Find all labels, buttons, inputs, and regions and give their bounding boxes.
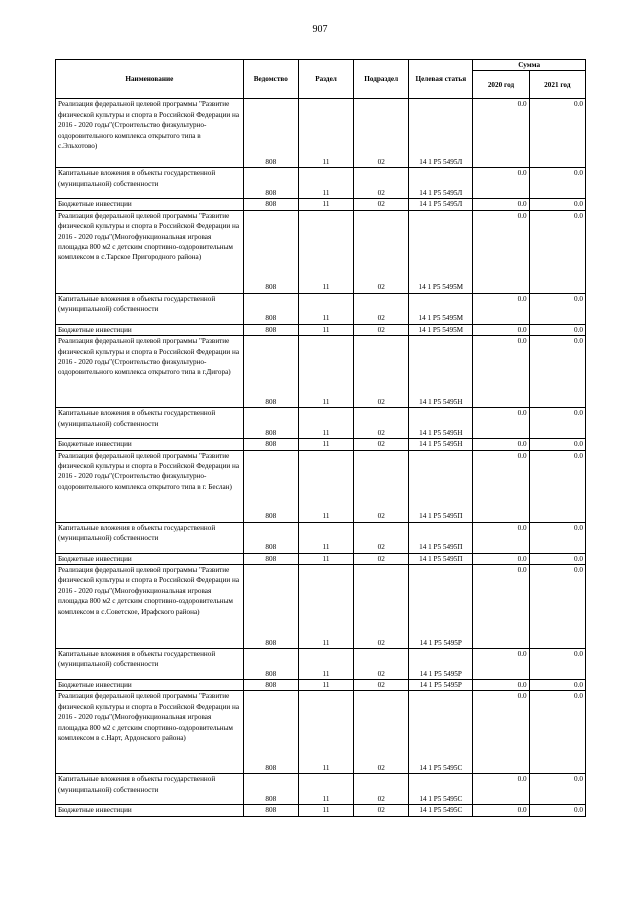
table-row: [56, 199, 586, 210]
table-row: [56, 336, 586, 408]
budget-table: [55, 59, 586, 817]
row-department: 808: [243, 680, 298, 691]
row-2020: 0.0: [473, 553, 529, 564]
row-department: 808: [243, 293, 298, 324]
row-2021: 0.0: [529, 774, 585, 805]
header-target: Целевая статья: [409, 60, 473, 99]
row-2021: 0.0: [529, 691, 585, 774]
table-row: [56, 450, 586, 522]
row-2020: 0.0: [473, 691, 529, 774]
row-name: Бюджетные инвестиции: [56, 805, 244, 816]
row-department: 808: [243, 168, 298, 199]
row-target: 14 1 P5 5495П: [409, 450, 473, 522]
row-2021: 0.0: [529, 168, 585, 199]
row-department: 808: [243, 408, 298, 439]
row-2020: 0.0: [473, 774, 529, 805]
row-name: Капитальные вложения в объекты государственной (муниципальной) собственности: [56, 522, 244, 553]
row-department: 808: [243, 336, 298, 408]
row-target: 14 1 P5 5495М: [409, 293, 473, 324]
header-subsection: Подраздел: [354, 60, 409, 99]
row-target: 14 1 P5 5495С: [409, 774, 473, 805]
row-section: 11: [298, 439, 353, 450]
row-target: 14 1 P5 5495М: [409, 324, 473, 335]
row-section: 11: [298, 649, 353, 680]
row-target: 14 1 P5 5495С: [409, 691, 473, 774]
row-name: Бюджетные инвестиции: [56, 439, 244, 450]
row-subsection: 02: [354, 324, 409, 335]
row-department: 808: [243, 565, 298, 649]
row-2021: 0.0: [529, 99, 585, 168]
row-2020: 0.0: [473, 336, 529, 408]
row-target: 14 1 P5 5495Р: [409, 565, 473, 649]
row-name: Реализация федеральной целевой программы "Развитие физической культуры и спорта в Российской Федерации на 2016 - 2020 годы"(Строительство физкультурно-оздоровительного комплекса открытого типа в г. Беслан): [56, 450, 244, 522]
row-name: Реализация федеральной целевой программы "Развитие физической культуры и спорта в Российской Федерации на 2016 - 2020 годы"(Многофункциональная игровая площадка 800 м2 с детским спортивно-оздоровительным комплексом в с.Нарт, Ардонского района): [56, 691, 244, 774]
row-name: Бюджетные инвестиции: [56, 553, 244, 564]
row-2020: 0.0: [473, 408, 529, 439]
row-subsection: 02: [354, 408, 409, 439]
row-section: 11: [298, 210, 353, 293]
header-section: Раздел: [298, 60, 353, 99]
row-target: 14 1 P5 5495П: [409, 522, 473, 553]
table-row: [56, 565, 586, 649]
row-target: 14 1 P5 5495Л: [409, 99, 473, 168]
row-subsection: 02: [354, 450, 409, 522]
row-name: Бюджетные инвестиции: [56, 680, 244, 691]
table-row: [56, 293, 586, 324]
row-name: Реализация федеральной целевой программы "Развитие физической культуры и спорта в Российской Федерации на 2016 - 2020 годы"(Строительство физкультурно-оздоровительного комплекса открытого типа в г.Дигора): [56, 336, 244, 408]
row-2020: 0.0: [473, 522, 529, 553]
row-target: 14 1 P5 5495Н: [409, 408, 473, 439]
row-subsection: 02: [354, 774, 409, 805]
row-2020: 0.0: [473, 99, 529, 168]
row-2020: 0.0: [473, 293, 529, 324]
row-2021: 0.0: [529, 336, 585, 408]
row-department: 808: [243, 649, 298, 680]
row-section: 11: [298, 336, 353, 408]
row-2021: 0.0: [529, 649, 585, 680]
row-2021: 0.0: [529, 439, 585, 450]
table-row: [56, 439, 586, 450]
row-department: 808: [243, 805, 298, 816]
page-number: 907: [312, 24, 328, 35]
row-2021: 0.0: [529, 522, 585, 553]
row-subsection: 02: [354, 199, 409, 210]
row-name: Капитальные вложения в объекты государственной (муниципальной) собственности: [56, 293, 244, 324]
row-section: 11: [298, 293, 353, 324]
row-target: 14 1 P5 5495М: [409, 210, 473, 293]
row-section: 11: [298, 565, 353, 649]
row-subsection: 02: [354, 336, 409, 408]
row-2020: 0.0: [473, 649, 529, 680]
row-2020: 0.0: [473, 210, 529, 293]
row-subsection: 02: [354, 210, 409, 293]
row-2020: 0.0: [473, 565, 529, 649]
table-row: [56, 691, 586, 774]
row-2020: 0.0: [473, 450, 529, 522]
row-department: 808: [243, 450, 298, 522]
row-name: Реализация федеральной целевой программы "Развитие физической культуры и спорта в Российской Федерации на 2016 - 2020 годы"(Многофункциональная игровая площадка 800 м2 с детским спортивно-оздоровительным комплексом в с.Тарское Пригородного района): [56, 210, 244, 293]
table-row: [56, 210, 586, 293]
header-department: Ведомство: [243, 60, 298, 99]
row-target: 14 1 P5 5495Р: [409, 680, 473, 691]
row-section: 11: [298, 408, 353, 439]
table-row: [56, 522, 586, 553]
table-row: [56, 649, 586, 680]
table-row: [56, 805, 586, 816]
row-department: 808: [243, 774, 298, 805]
row-section: 11: [298, 99, 353, 168]
row-department: 808: [243, 199, 298, 210]
table-row: [56, 99, 586, 168]
row-subsection: 02: [354, 553, 409, 564]
row-department: 808: [243, 324, 298, 335]
row-2020: 0.0: [473, 324, 529, 335]
row-name: Бюджетные инвестиции: [56, 199, 244, 210]
table-row: [56, 324, 586, 335]
header-name: Наименование: [56, 60, 244, 99]
row-target: 14 1 P5 5495Н: [409, 439, 473, 450]
row-2020: 0.0: [473, 168, 529, 199]
table-body: [56, 99, 586, 816]
row-2021: 0.0: [529, 210, 585, 293]
row-section: 11: [298, 805, 353, 816]
row-target: 14 1 P5 5495П: [409, 553, 473, 564]
row-2021: 0.0: [529, 553, 585, 564]
table-row: [56, 408, 586, 439]
row-name: Реализация федеральной целевой программы "Развитие физической культуры и спорта в Российской Федерации на 2016 - 2020 годы"(Строительство физкультурно-оздоровительного комплекса открытого типа в с.Эльхотово): [56, 99, 244, 168]
row-subsection: 02: [354, 565, 409, 649]
row-subsection: 02: [354, 293, 409, 324]
table-row: [56, 680, 586, 691]
row-2021: 0.0: [529, 408, 585, 439]
row-subsection: 02: [354, 522, 409, 553]
row-section: 11: [298, 450, 353, 522]
header-2020: 2020 год: [473, 71, 529, 99]
row-department: 808: [243, 553, 298, 564]
header-2021: 2021 год: [529, 71, 585, 99]
row-section: 11: [298, 774, 353, 805]
row-section: 11: [298, 168, 353, 199]
row-subsection: 02: [354, 691, 409, 774]
row-section: 11: [298, 691, 353, 774]
row-section: 11: [298, 522, 353, 553]
row-subsection: 02: [354, 680, 409, 691]
row-department: 808: [243, 522, 298, 553]
row-subsection: 02: [354, 99, 409, 168]
row-2020: 0.0: [473, 680, 529, 691]
row-name: Бюджетные инвестиции: [56, 324, 244, 335]
row-section: 11: [298, 553, 353, 564]
row-subsection: 02: [354, 168, 409, 199]
row-target: 14 1 P5 5495Л: [409, 168, 473, 199]
row-department: 808: [243, 99, 298, 168]
row-department: 808: [243, 691, 298, 774]
row-target: 14 1 P5 5495С: [409, 805, 473, 816]
row-2021: 0.0: [529, 805, 585, 816]
row-section: 11: [298, 680, 353, 691]
table-row: [56, 168, 586, 199]
row-subsection: 02: [354, 439, 409, 450]
table-row: [56, 553, 586, 564]
row-name: Реализация федеральной целевой программы "Развитие физической культуры и спорта в Российской Федерации на 2016 - 2020 годы"(Многофункциональная игровая площадка 800 м2 с детским спортивно-оздоровительным комплексом в с.Советское, Ирафского района): [56, 565, 244, 649]
row-2020: 0.0: [473, 805, 529, 816]
row-2021: 0.0: [529, 324, 585, 335]
row-name: Капитальные вложения в объекты государственной (муниципальной) собственности: [56, 408, 244, 439]
row-2021: 0.0: [529, 680, 585, 691]
row-2021: 0.0: [529, 293, 585, 324]
row-name: Капитальные вложения в объекты государственной (муниципальной) собственности: [56, 168, 244, 199]
header-sum: Сумма: [473, 60, 586, 71]
row-2021: 0.0: [529, 565, 585, 649]
table-row: [56, 774, 586, 805]
row-name: Капитальные вложения в объекты государственной (муниципальной) собственности: [56, 649, 244, 680]
row-section: 11: [298, 199, 353, 210]
row-subsection: 02: [354, 805, 409, 816]
row-name: Капитальные вложения в объекты государственной (муниципальной) собственности: [56, 774, 244, 805]
row-target: 14 1 P5 5495Р: [409, 649, 473, 680]
row-department: 808: [243, 210, 298, 293]
row-subsection: 02: [354, 649, 409, 680]
row-2020: 0.0: [473, 439, 529, 450]
row-target: 14 1 P5 5495Н: [409, 336, 473, 408]
row-2021: 0.0: [529, 450, 585, 522]
row-target: 14 1 P5 5495Л: [409, 199, 473, 210]
row-2020: 0.0: [473, 199, 529, 210]
row-2021: 0.0: [529, 199, 585, 210]
row-section: 11: [298, 324, 353, 335]
row-department: 808: [243, 439, 298, 450]
